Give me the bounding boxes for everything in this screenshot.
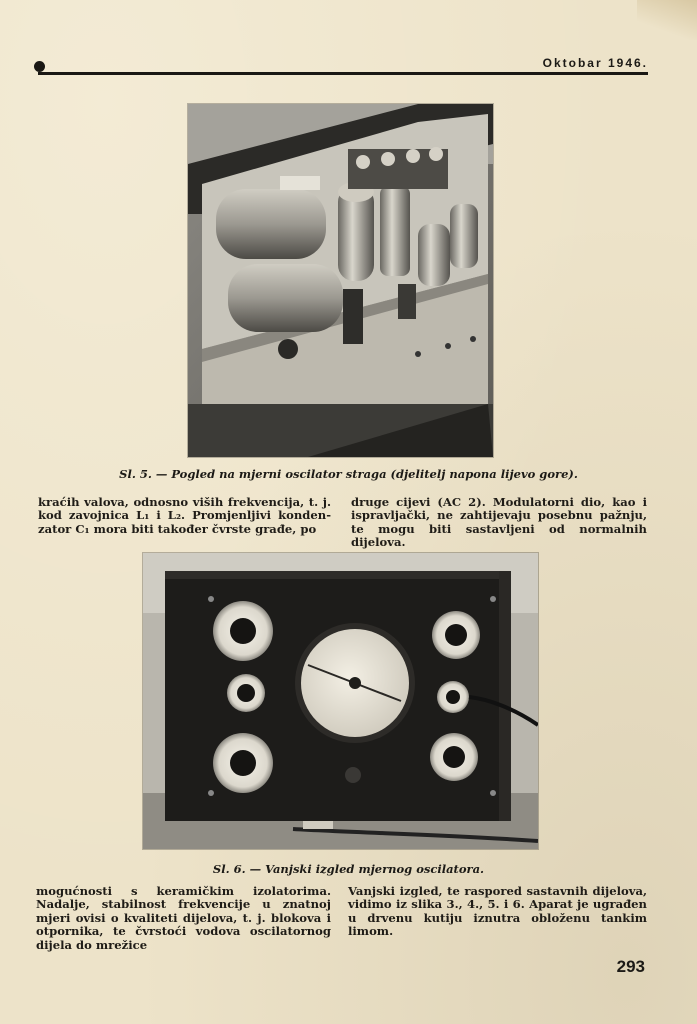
oscillator-rear-photo [188,104,493,457]
body-text-top-left [38,496,331,536]
paragraph: kraćih valova, odnosno viših frekvencija, t. j. kod zavojnica L₁ i L₂. Promjenljivi kondenzator C₁ mora biti također čvrste građe, po [38,495,331,536]
page-corner-wear [637,0,697,40]
oscillator-front-photo [143,553,538,849]
figure-5-caption: Sl. 5. — Pogled na mjerni oscilator straga (djelitelj napona lijevo gore). [119,467,578,481]
header-date: Oktobar 1946. [542,56,648,70]
oscillator-rear-illustration [188,104,493,457]
header-bullet-icon [34,61,45,72]
paragraph: druge cijevi (AC 2). Modulatorni dio, kao i ispravljački, ne zahtijevaju posebnu pažnju, te mogu biti sastavljeni od normalnih dijelova. [351,495,647,550]
header-rule [38,72,648,75]
oscillator-front-illustration [143,553,538,849]
page-number: 293 [616,957,645,976]
page-header [34,56,648,78]
paragraph: Vanjski izgled, te raspored sastavnih dijelova, vidimo iz slika 3., 4., 5. i 6. Aparat je ugrađen u drvenu kutiju iznutra obloženu tankim limom. [348,884,647,939]
figure-6-caption: Sl. 6. — Vanjski izgled mjernog oscilatora. [212,862,485,876]
paragraph: mogućnosti s keramičkim izolatorima. Nadalje, stabilnost frekvencije u znatnoj mjeri ovisi o kvaliteti dijelova, t. j. blokova i otpornika, te čvrstoći vodova oscilatornog dijela do mrežice [36,884,331,952]
body-text-bottom-right [348,885,647,939]
body-text-bottom-left [36,885,331,952]
body-text-top-right [351,496,647,550]
